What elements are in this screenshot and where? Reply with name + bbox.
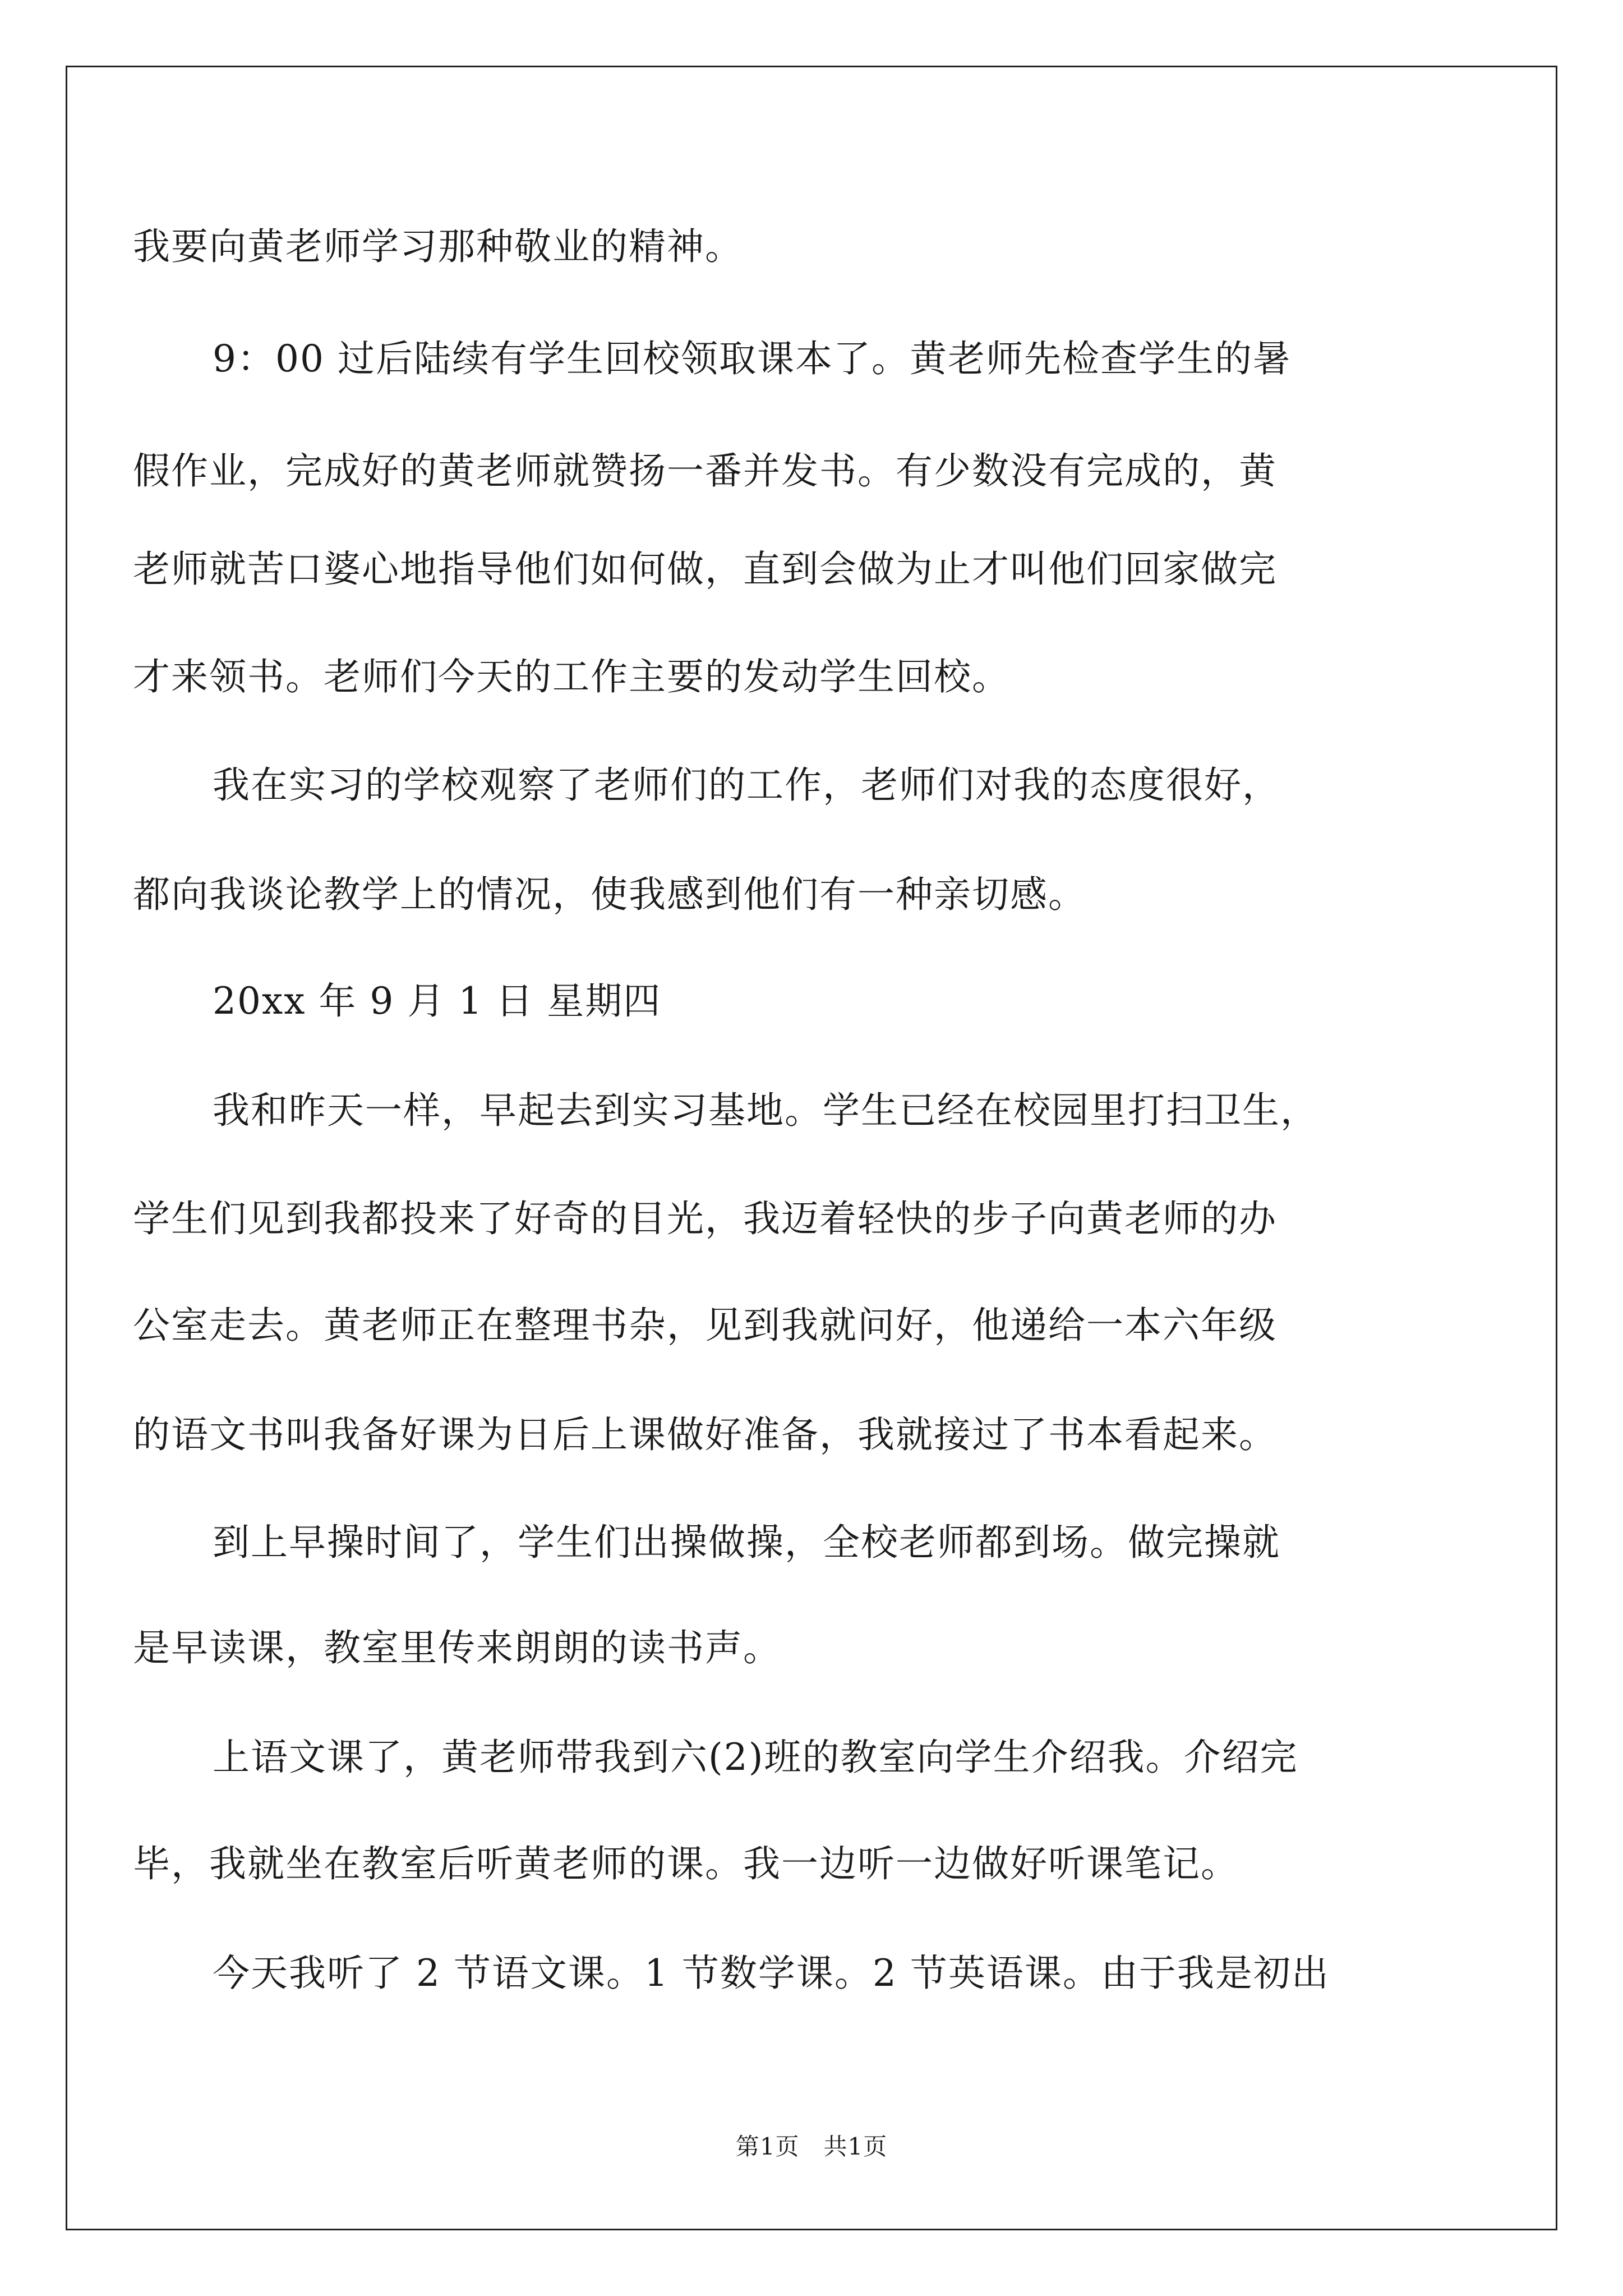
page-total: 共1页	[823, 2133, 888, 2160]
text-line: 的语文书叫我备好课为日后上课做好准备，我就接过了书本看起来。	[133, 1413, 1277, 1456]
date-heading: 20xx 年 9 月 1 日 星期四	[213, 979, 662, 1023]
text-line: 公室走去。黄老师正在整理书杂，见到我就问好，他递给一本六年级	[133, 1304, 1277, 1347]
page-number: 第1页	[735, 2133, 800, 2160]
text-line: 才来领书。老师们今天的工作主要的发动学生回校。	[133, 655, 1010, 698]
text-line: 我要向黄老师学习那种敬业的精神。	[133, 225, 743, 268]
text-line: 是早读课，教室里传来朗朗的读书声。	[133, 1626, 781, 1669]
text-line: 学生们见到我都投来了好奇的目光，我迈着轻快的步子向黄老师的办	[133, 1197, 1277, 1240]
page-footer	[0, 2133, 1623, 2161]
text-line: 我和昨天一样，早起去到实习基地。学生已经在校园里打扫卫生，	[213, 1089, 1318, 1132]
text-line: 上语文课了，黄老师带我到六(2)班的教室向学生介绍我。介绍完	[213, 1736, 1298, 1779]
text-line: 毕，我就坐在教室后听黄老师的课。我一边听一边做好听课笔记。	[133, 1842, 1239, 1885]
text-line: 假作业，完成好的黄老师就赞扬一番并发书。有少数没有完成的，黄	[133, 449, 1277, 493]
page-border	[66, 66, 1557, 2230]
text-line: 都向我谈论教学上的情况，使我感到他们有一种亲切感。	[133, 873, 1086, 916]
text-line: 9：00 过后陆续有学生回校领取课本了。黄老师先检查学生的暑	[213, 337, 1291, 380]
text-line: 今天我听了 2 节语文课。1 节数学课。2 节英语课。由于我是初出	[213, 1952, 1330, 1995]
text-line: 到上早操时间了，学生们出操做操，全校老师都到场。做完操就	[213, 1521, 1280, 1564]
text-line: 老师就苦口婆心地指导他们如何做，直到会做为止才叫他们回家做完	[133, 547, 1277, 591]
text-line: 我在实习的学校观察了老师们的工作，老师们对我的态度很好，	[213, 763, 1280, 807]
